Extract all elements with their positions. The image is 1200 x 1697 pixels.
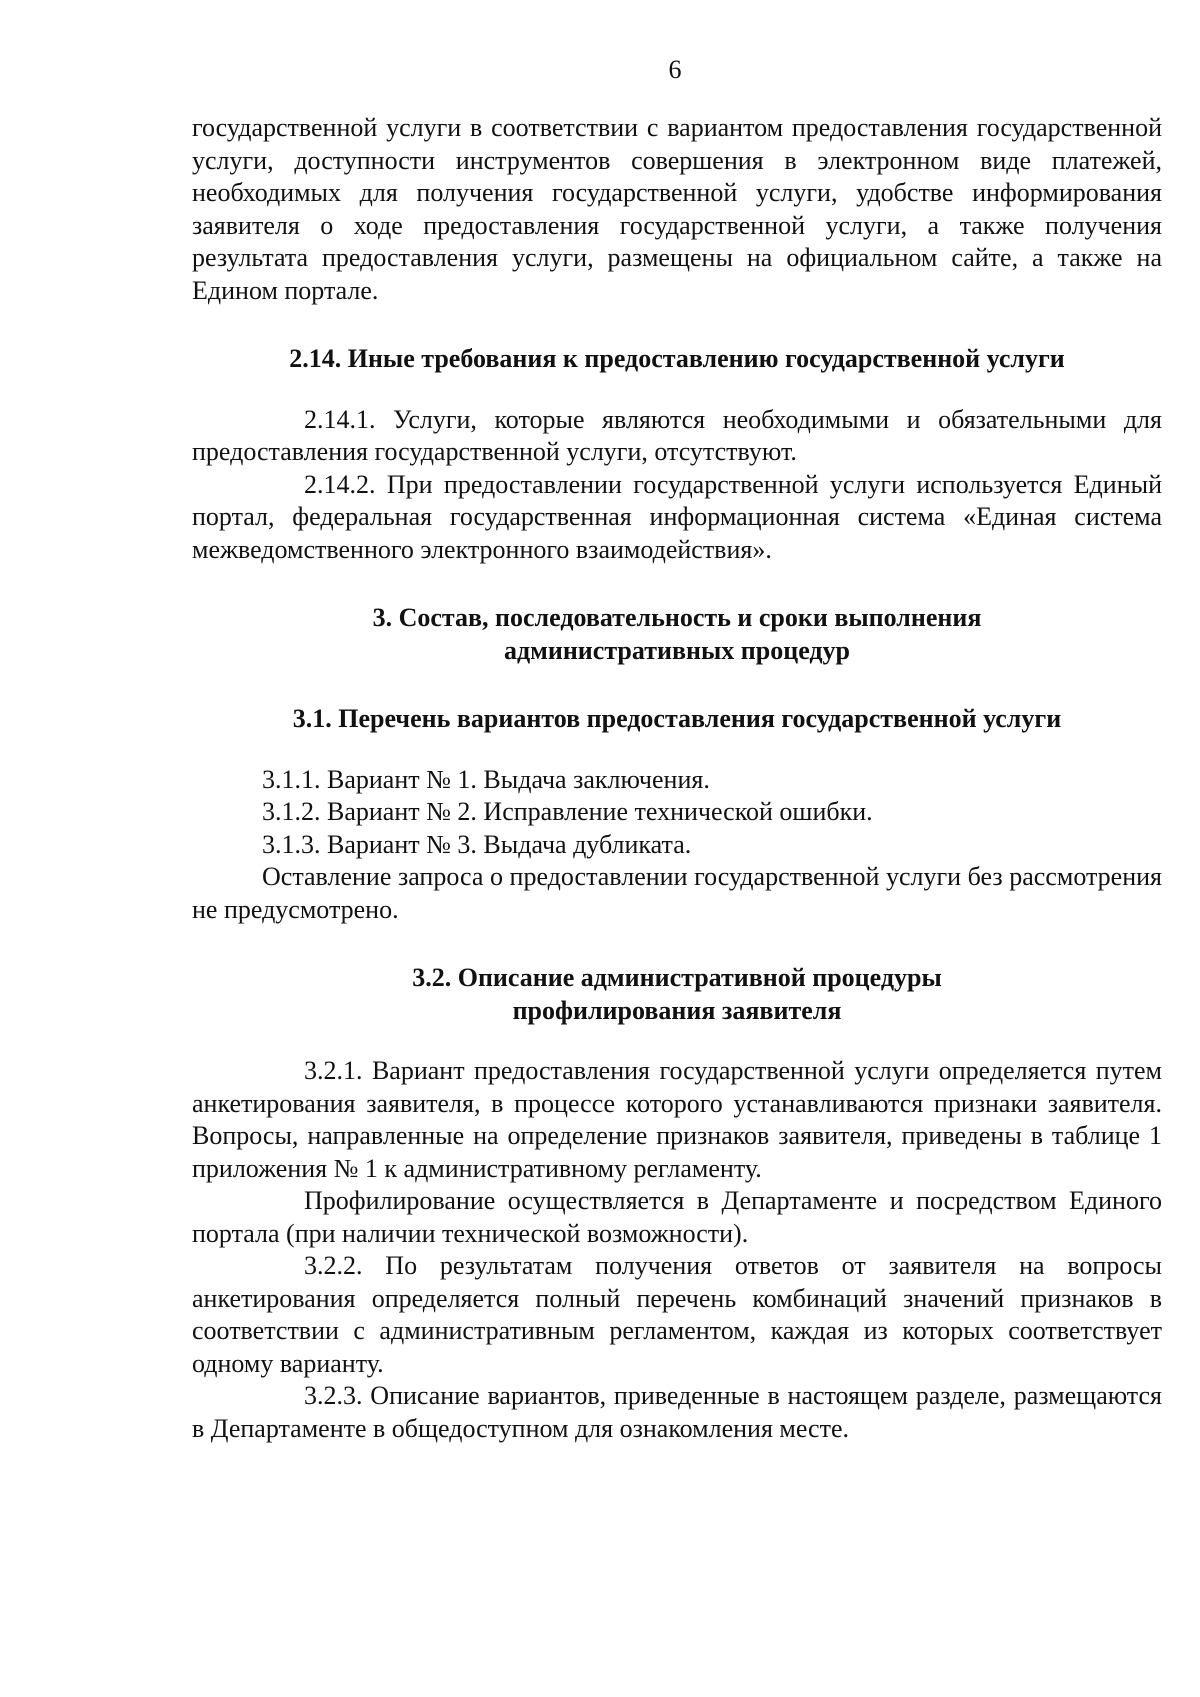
section-3-1-note: Оставление запроса о предоставлении государственной услуги без рассмотрения не предусмотрено.: [192, 862, 1162, 924]
section-3-2-paragraph-3: 3.2.2. По результатам получения ответов от заявителя на вопросы анкетирования определяется полный перечень комбинаций значений признаков в соответствии с административным регламентом, каждая из которых соответствует одному варианту.: [192, 1251, 1162, 1378]
section-3-heading-line-2: административных процедур: [503, 635, 851, 665]
section-3-2-paragraph-2: Профилирование осуществляется в Департаменте и посредством Единого портала (при наличии технической возможности).: [192, 1186, 1162, 1248]
section-3-2-heading-line-2: профилирования заявителя: [512, 995, 842, 1025]
section-3-heading-line-1: 3. Состав, последовательность и сроки выполнения: [372, 603, 982, 632]
variant-item-3: 3.1.3. Вариант № 3. Выдача дубликата.: [262, 829, 692, 859]
section-3-2-heading: [192, 962, 1162, 1027]
section-3-2-heading-line-1: 3.2. Описание административной процедуры: [412, 963, 942, 992]
section-2-14-paragraph-2: 2.14.2. При предоставлении государственной услуги используется Единый портал, федеральная государственная информационная система «Единая система межведомственного электронного взаимодействия».: [192, 469, 1162, 564]
page-number: 6: [668, 55, 682, 84]
section-2-14-heading: 2.14. Иные требования к предоставлению государственной услуги: [289, 344, 1065, 373]
section-2-14-paragraph-1: 2.14.1. Услуги, которые являются необходимыми и обязательными для предоставления государственной услуги, отсутствуют.: [192, 404, 1162, 466]
section-3-2-paragraph-4: 3.2.3. Описание вариантов, приведенные в настоящем разделе, размещаются в Департаменте в общедоступном для ознакомления месте.: [192, 1381, 1162, 1443]
section-3-1-heading: 3.1. Перечень вариантов предоставления государственной услуги: [292, 704, 1062, 733]
variant-item-2: 3.1.2. Вариант № 2. Исправление технической ошибки.: [262, 797, 873, 826]
page-content: [192, 112, 1162, 1445]
variant-item-1: 3.1.1. Вариант № 1. Выдача заключения.: [262, 764, 710, 794]
section-3-2-paragraph-1: 3.2.1. Вариант предоставления государственной услуги определяется путем анкетирования заявителя, в процессе которого устанавливаются признаки заявителя. Вопросы, направленные на определение признаков заявителя, приведены в таблице 1 приложения № 1 к административному регламенту.: [192, 1056, 1162, 1183]
intro-paragraph: государственной услуги в соответствии с вариантом предоставления государственной услуги, доступности инструментов совершения в электронном виде платежей, необходимых для получения государственной услуги, удобстве информирования заявителя о ходе предоставления государственной услуги, а также получения результата предоставления услуги, размещены на официальном сайте, а также на Едином портале.: [192, 113, 1162, 305]
section-3-heading: [192, 602, 1162, 667]
